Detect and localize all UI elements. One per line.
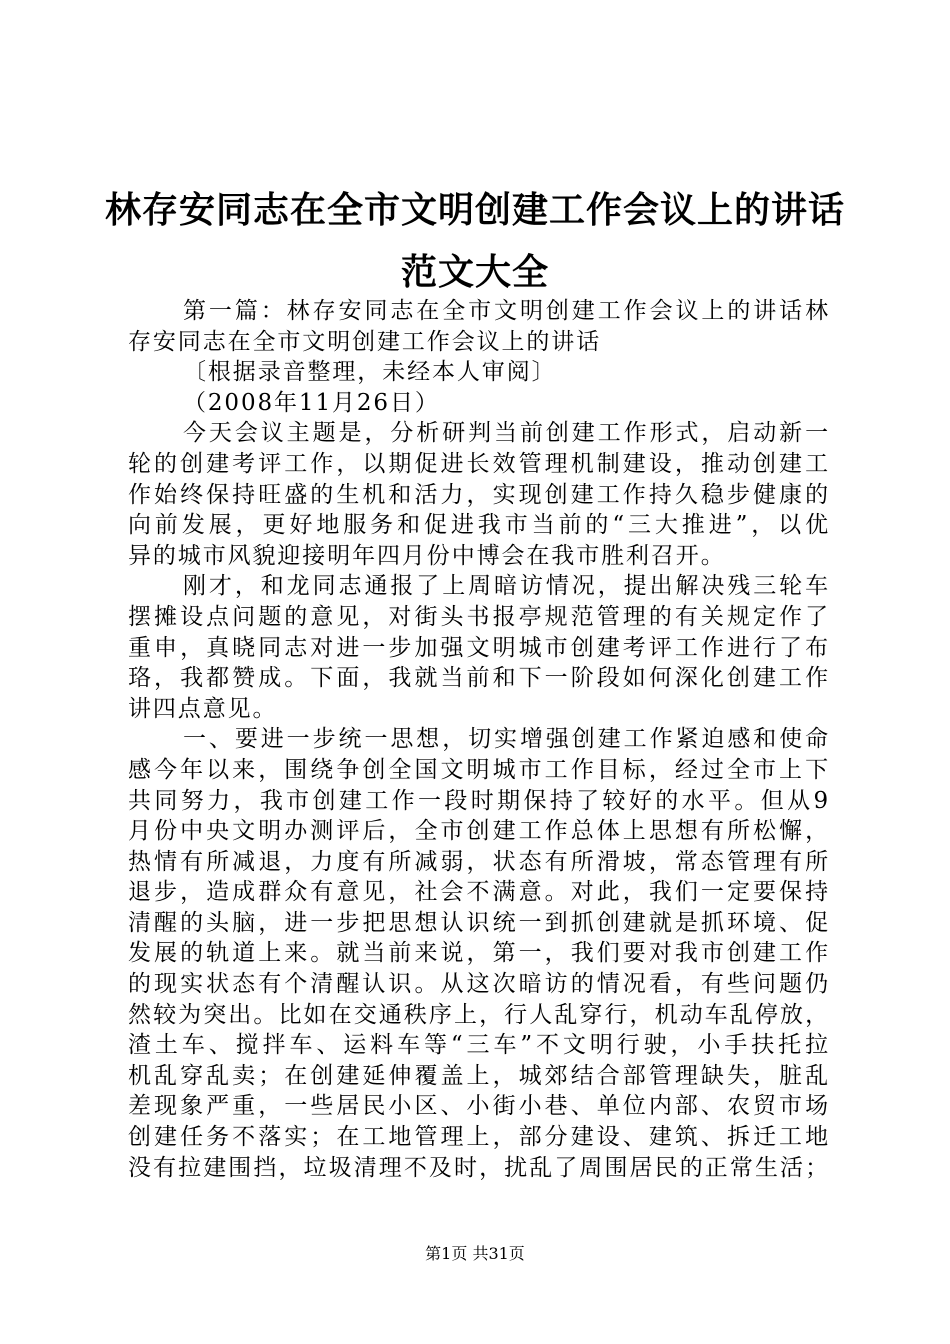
body-text-line: 共同努力，我市创建工作一段时期保持了较好的水平。但从9 — [128, 787, 830, 814]
body-text-line: 发展的轨道上来。就当前来说，第一，我们要对我市创建工作 — [128, 940, 830, 967]
body-text-line: 向前发展，更好地服务和促进我市当前的“三大推进”，以优 — [128, 512, 830, 539]
body-text-line: 重申，真晓同志对进一步加强文明城市创建考评工作进行了布 — [128, 634, 830, 661]
body-text-line: 讲四点意见。 — [128, 695, 278, 722]
body-text-line: 渣土车、搅拌车、运料车等“三车”不文明行驶，小手扶托拉 — [128, 1032, 830, 1059]
body-text-line: 清醒的头脑，进一步把思想认识统一到抓创建就是抓环境、促 — [128, 909, 830, 936]
body-text-line: 存安同志在全市文明创建工作会议上的讲话 — [128, 328, 602, 355]
page-number-footer: 第1页 共31页 — [425, 1244, 525, 1263]
body-text-line: 摆摊设点问题的意见，对街头书报亭规范管理的有关规定作了 — [128, 603, 830, 630]
body-text-line: 热情有所减退，力度有所减弱，状态有所滑坡，常态管理有所 — [128, 848, 830, 875]
body-text-line: 然较为突出。比如在交通秩序上，行人乱穿行，机动车乱停放， — [128, 1001, 830, 1028]
body-text-line: 退步，造成群众有意见，社会不满意。对此，我们一定要保持 — [128, 879, 830, 906]
body-text-line: 轮的创建考评工作，以期促进长效管理机制建设，推动创建工 — [128, 450, 830, 477]
body-text-line: 创建任务不落实；在工地管理上，部分建设、建筑、拆迁工地 — [128, 1124, 830, 1151]
body-text-line: 〔根据录音整理，未经本人审阅〕 — [183, 359, 557, 386]
body-text-line: 今天会议主题是，分析研判当前创建工作形式，启动新一 — [183, 420, 830, 447]
body-text-line: 的现实状态有个清醒认识。从这次暗访的情况看，有些问题仍 — [128, 971, 830, 998]
body-text-line: 珞，我都赞成。下面，我就当前和下一阶段如何深化创建工作 — [128, 665, 830, 692]
body-text-line: 刚才，和龙同志通报了上周暗访情况，提出解决残三轮车 — [183, 573, 830, 600]
body-text-line: 差现象严重，一些居民小区、小街小巷、单位内部、农贸市场 — [128, 1093, 830, 1120]
body-text-line: 没有拉建围挡，垃圾清理不及时，扰乱了周围居民的正常生活； — [128, 1154, 830, 1181]
body-text-line: 一、要进一步统一思想，切实增强创建工作紧迫感和使命 — [183, 726, 830, 753]
body-text-line: 异的城市风貌迎接明年四月份中博会在我市胜利召开。 — [128, 542, 726, 569]
title-line-1: 林存安同志在全市文明创建工作会议上的讲话 — [104, 190, 845, 231]
document-title — [95, 180, 855, 304]
document-body — [128, 296, 830, 1183]
title-line-2: 范文大全 — [400, 252, 549, 293]
body-text-line: 月份中央文明办测评后，全市创建工作总体上思想有所松懈， — [128, 818, 830, 845]
body-text-line: 作始终保持旺盛的生机和活力，实现创建工作持久稳步健康的 — [128, 481, 830, 508]
body-text-line: 机乱穿乱卖；在创建延伸覆盖上，城郊结合部管理缺失，脏乱 — [128, 1062, 830, 1089]
body-text-line: （2008年11月26日） — [183, 389, 440, 416]
body-text-line: 第一篇：林存安同志在全市文明创建工作会议上的讲话林 — [183, 298, 830, 324]
body-text-line: 感今年以来，围绕争创全国文明城市工作目标，经过全市上下 — [128, 756, 830, 783]
